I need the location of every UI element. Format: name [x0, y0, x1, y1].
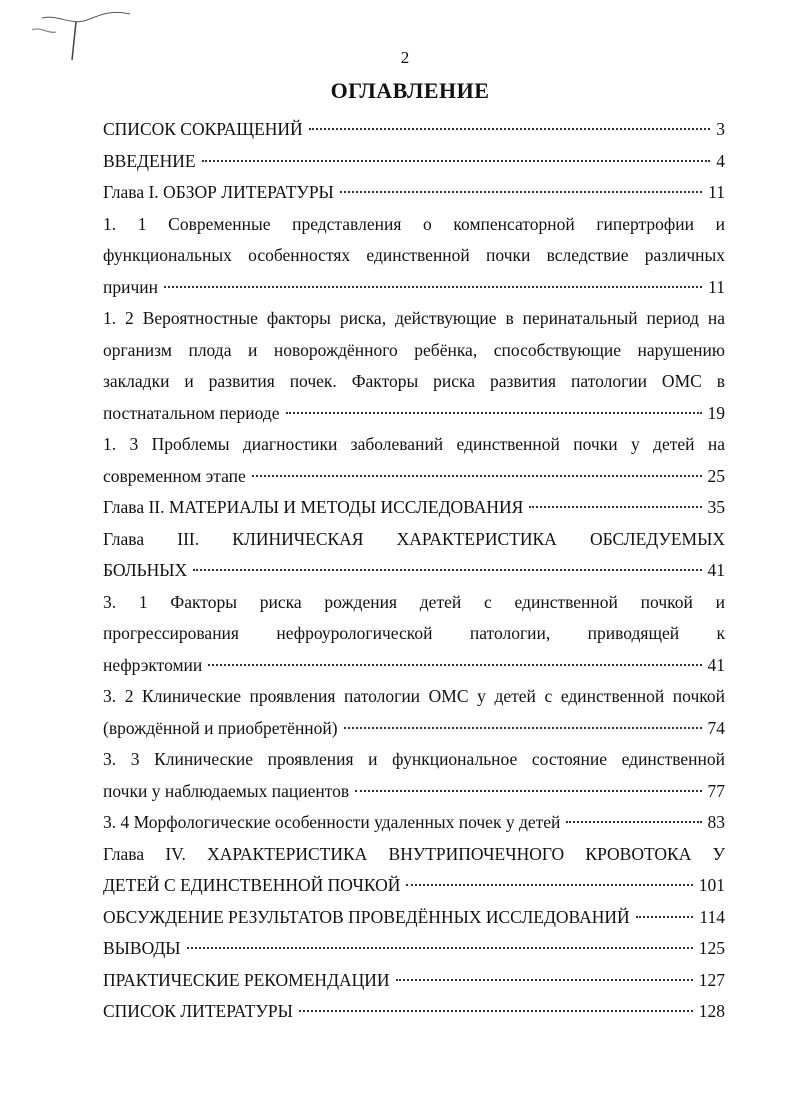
toc-entry-text: БОЛЬНЫХ — [103, 560, 188, 580]
toc-entry — [103, 590, 725, 685]
toc-entry-page-number: 83 — [707, 812, 725, 832]
toc-title: ОГЛАВЛЕНИЕ — [330, 78, 490, 103]
toc-entry — [103, 936, 725, 968]
toc-entry — [103, 149, 725, 181]
toc-entry-last-line — [103, 558, 725, 582]
toc-entry-page-number: 101 — [698, 875, 725, 895]
toc-entry — [103, 905, 725, 937]
toc-entry-text: ДЕТЕЙ С ЕДИНСТВЕННОЙ ПОЧКОЙ — [103, 875, 401, 895]
toc-entry — [103, 747, 725, 810]
toc-entry — [103, 684, 725, 747]
toc-entry — [103, 117, 725, 149]
dot-leader — [529, 506, 701, 508]
toc-entry-page-number: 125 — [698, 938, 725, 958]
toc-entry-last-line — [103, 905, 725, 929]
toc-entry-last-line — [103, 653, 725, 677]
toc-entry-last-line — [103, 117, 725, 141]
toc-entry-text-line: Глава IV. ХАРАКТЕРИСТИКА ВНУТРИПОЧЕЧНОГО КРОВОТОКА У — [103, 843, 725, 864]
toc-entry-page-number: 128 — [698, 1001, 725, 1021]
toc-entry-text: ВВЕДЕНИЕ — [103, 150, 196, 171]
toc-entry-text: СПИСОК СОКРАЩЕНИЙ — [103, 119, 303, 139]
toc-entry-last-line — [103, 810, 725, 834]
toc-entry-page-number: 77 — [707, 780, 725, 801]
toc-entry — [103, 999, 725, 1031]
toc-entry-last-line — [103, 968, 725, 992]
toc-entry-page-number: 41 — [707, 654, 725, 675]
toc-entry-text-line: закладки и развития почек. Факторы риска развития патологии ОМС в — [103, 371, 725, 391]
dot-leader — [406, 884, 692, 886]
toc-entry-text-line: функциональных особенностях единственной почки вследствие различных — [103, 245, 725, 265]
toc-entry-text: Глава I. ОБЗОР ЛИТЕРАТУРЫ — [103, 182, 334, 202]
toc-entry-page-number: 41 — [707, 560, 725, 580]
dot-leader — [396, 979, 693, 981]
toc-entry-text-line: 1. 2 Вероятностные факторы риска, действующие в перинатальный период на — [103, 308, 725, 328]
toc-entry-text: 3. 4 Морфологические особенности удаленных почек у детей — [103, 812, 561, 832]
toc-entry-text: почки у наблюдаемых пациентов — [103, 780, 350, 801]
toc-entry-page-number: 3 — [716, 119, 725, 139]
toc-entry-page-number: 114 — [699, 906, 725, 927]
toc-entry-text: нефрэктомии — [103, 654, 203, 675]
dot-leader — [164, 286, 702, 288]
toc-entry-text: ОБСУЖДЕНИЕ РЕЗУЛЬТАТОВ ПРОВЕДЁННЫХ ИССЛЕДОВАНИЙ — [103, 906, 630, 927]
page-number: 2 — [400, 48, 410, 67]
toc-entry — [103, 180, 725, 212]
toc-entry — [103, 842, 725, 905]
toc-entry — [103, 495, 725, 527]
toc-entry-text: (врождённой и приобретённой) — [103, 717, 338, 738]
dot-leader — [309, 128, 711, 130]
toc-entry-page-number: 25 — [707, 465, 725, 486]
dot-leader — [187, 947, 693, 949]
toc-entry-text: причин — [103, 276, 159, 297]
dot-leader — [566, 821, 701, 823]
toc-entry-last-line — [103, 275, 725, 299]
dot-leader — [286, 412, 702, 414]
toc-entry-last-line — [103, 464, 725, 488]
toc-entry-page-number: 127 — [698, 969, 725, 990]
toc-entry-text: современном этапе — [103, 465, 246, 486]
dot-leader — [202, 160, 711, 162]
dot-leader — [252, 475, 702, 477]
toc-entry-page-number: 4 — [716, 150, 725, 171]
toc-entry-page-number: 74 — [707, 717, 725, 738]
toc-entry-page-number: 19 — [707, 402, 725, 423]
toc-entry-last-line — [103, 495, 725, 519]
toc-entry-text-line: организм плода и новорождённого ребёнка, способствующие нарушению — [103, 339, 725, 360]
toc-entry-text: СПИСОК ЛИТЕРАТУРЫ — [103, 1001, 293, 1021]
toc-entry-text: Глава II. МАТЕРИАЛЫ И МЕТОДЫ ИССЛЕДОВАНИЯ — [103, 497, 524, 517]
toc-entry-page-number: 11 — [708, 182, 725, 202]
toc-entry-text: ПРАКТИЧЕСКИЕ РЕКОМЕНДАЦИИ — [103, 969, 390, 990]
toc-entry-text-line: 1. 1 Современные представления о компенсаторной гипертрофии и — [103, 213, 725, 234]
toc-entry-last-line — [103, 401, 725, 425]
toc-entry-text-line: Глава III. КЛИНИЧЕСКАЯ ХАРАКТЕРИСТИКА ОБСЛЕДУЕМЫХ — [103, 528, 725, 549]
toc-entry-page-number: 11 — [708, 276, 725, 297]
toc-entry — [103, 810, 725, 842]
scan-artifact-mark — [12, 4, 142, 64]
toc-entry-last-line — [103, 180, 725, 204]
toc-entry-text-line: прогрессирования нефроурологической патологии, приводящей к — [103, 623, 725, 643]
dot-leader — [355, 790, 701, 792]
toc-entry-text: ВЫВОДЫ — [103, 938, 181, 958]
toc-entry-text: постнатальном периоде — [103, 402, 280, 423]
toc-entry-last-line — [103, 936, 725, 960]
toc-entry-last-line — [103, 716, 725, 740]
toc-entry — [103, 527, 725, 590]
toc-entry-last-line — [103, 873, 725, 897]
dot-leader — [340, 191, 702, 193]
toc-entry — [103, 306, 725, 432]
dot-leader — [208, 664, 701, 666]
dot-leader — [636, 916, 694, 918]
toc-entry-text-line: 1. 3 Проблемы диагностики заболеваний единственной почки у детей на — [103, 434, 725, 454]
dot-leader — [299, 1010, 693, 1012]
toc-entry-last-line — [103, 999, 725, 1023]
dot-leader — [193, 569, 701, 571]
toc-entry-text-line: 3. 2 Клинические проявления патологии ОМС у детей с единственной почкой — [103, 686, 725, 706]
toc-entry-text-line: 3. 1 Факторы риска рождения детей с единственной почкой и — [103, 591, 725, 612]
toc-entry-last-line — [103, 149, 725, 173]
toc-entry — [103, 968, 725, 1000]
dot-leader — [344, 727, 702, 729]
toc-entry — [103, 212, 725, 307]
toc-entry-page-number: 35 — [707, 497, 725, 517]
toc-entry — [103, 432, 725, 495]
toc-entry-last-line — [103, 779, 725, 803]
toc-entry-text-line: 3. 3 Клинические проявления и функциональное состояние единственной — [103, 749, 725, 769]
